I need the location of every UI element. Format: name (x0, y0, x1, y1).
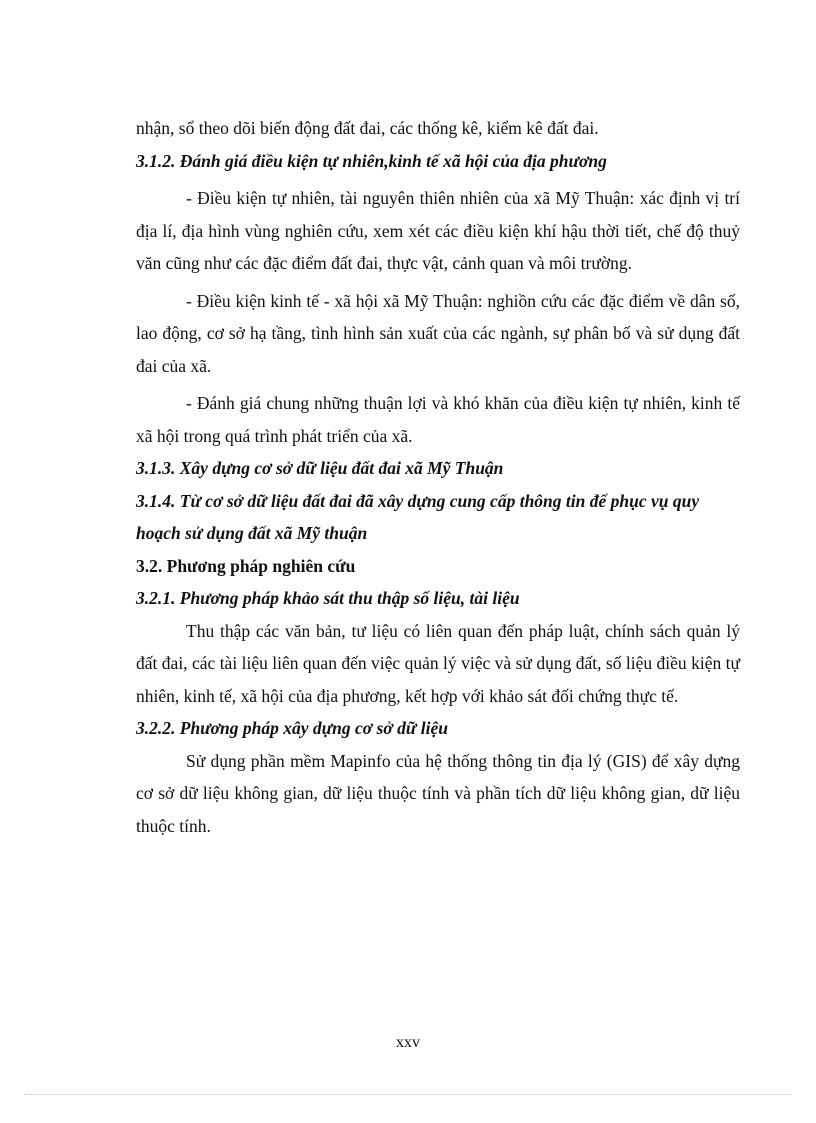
page-bottom-divider (24, 1094, 792, 1095)
paragraph-data-collection: Thu thập các văn bản, tư liệu có liên quan đến pháp luật, chính sách quản lý đất đai, các tài liệu liên quan đến việc quản lý việc và sử dụng đất, số liệu điều kiện tự nhiên, kinh tế, xã hội của địa phương, kết hợp với khảo sát đối chứng thực tế. (136, 620, 740, 706)
paragraph-socioeconomic-conditions: - Điều kiện kinh tế - xã hội xã Mỹ Thuận: nghiồn cứu các đặc điểm về dân số, lao động, cơ sở hạ tầng, tình hình sản xuất của các ngành, sự phân bố và sử dụng đất đai của xã. (136, 290, 740, 376)
paragraph-natural-conditions: - Điều kiện tự nhiên, tài nguyên thiên nhiên của xã Mỹ Thuận: xác định vị trí địa lí, địa hình vùng nghiên cứu, xem xét các điều kiện khí hậu thời tiết, chế độ thuỷ văn cũng như các đặc điểm đất đai, thực vật, cảnh quan và môi trường. (136, 188, 740, 273)
heading-3-2-1: 3.2.1. Phương pháp khảo sát thu thập số liệu, tài liệu (136, 588, 520, 608)
document-body (136, 112, 740, 842)
heading-3-1-4: 3.1.4. Từ cơ sở dữ liệu đất đai đã xây dựng cung cấp thông tin để phục vụ quy hoạch sử dụng đất xã Mỹ thuận (136, 490, 700, 543)
paragraph-intro: nhận, sổ theo dõi biến động đất đai, các thống kê, kiểm kê đất đai. (136, 118, 599, 138)
heading-3-1-3: 3.1.3. Xây dựng cơ sở dữ liệu đất đai xã Mỹ Thuận (136, 458, 504, 478)
paragraph-database-building: Sử dụng phần mềm Mapinfo của hệ thống thông tin địa lý (GIS) để xây dựng cơ sở dữ liệu không gian, dữ liệu thuộc tính và phần tích dữ liệu không gian, dữ liệu thuộc tính. (136, 750, 740, 836)
page-number: xxv (396, 1034, 420, 1051)
heading-3-1-2: 3.1.2. Đánh giá điều kiện tự nhiên,kinh tế xã hội của địa phương (136, 150, 607, 171)
heading-3-2-2: 3.2.2. Phương pháp xây dựng cơ sở dữ liệu (136, 718, 448, 738)
heading-3-2: 3.2. Phương pháp nghiên cứu (136, 555, 356, 576)
paragraph-general-assessment: - Đánh giá chung những thuận lợi và khó khăn của điều kiện tự nhiên, kinh tế xã hội trong quá trình phát triển của xã. (136, 393, 740, 446)
